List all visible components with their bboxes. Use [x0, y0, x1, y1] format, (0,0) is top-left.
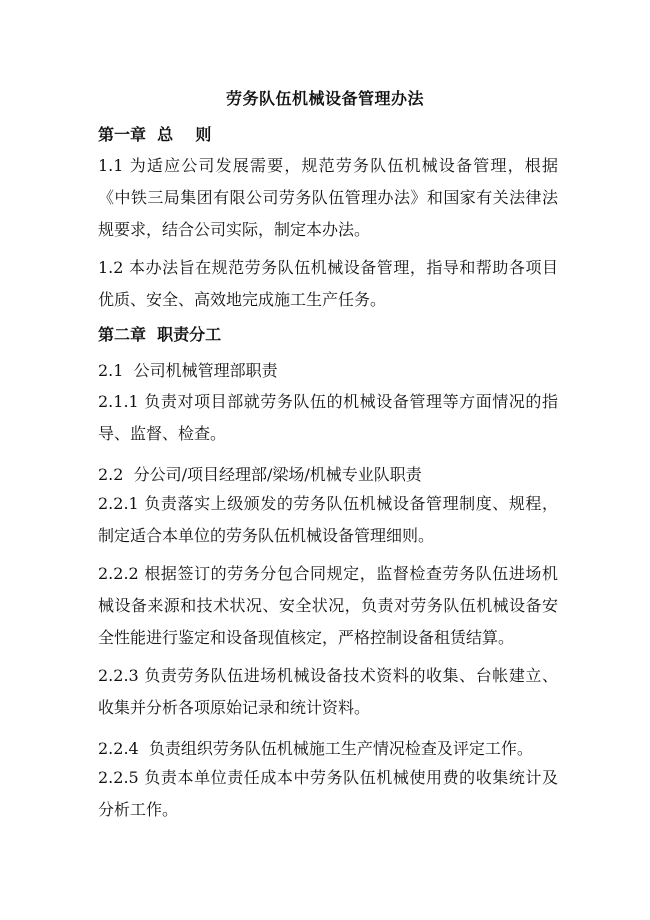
document-title: 劳务队伍机械设备管理办法	[225, 89, 424, 108]
paragraph-2-2-1: 2.2.1 负责落实上级颁发的劳务队伍机械设备管理制度、规程，制定适合本单位的劳务队伍机械设备管理细则。	[98, 494, 558, 545]
paragraph-2-2-2: 2.2.2 根据签订的劳务分包合同规定，监督检查劳务队伍进场机械设备来源和技术状况、安全状况，负责对劳务队伍机械设备安全性能进行鉴定和设备现值核定，严格控制设备租赁结算。	[98, 564, 558, 647]
paragraph-2-2-3: 2.2.3 负责劳务队伍进场机械设备技术资料的收集、台帐建立、收集并分析各项原始记录和统计资料。	[98, 666, 558, 717]
section-2-2: 2.2 分公司/项目经理部/梁场/机械专业队职责	[98, 465, 422, 484]
paragraph-2-2-4: 2.2.4 负责组织劳务队伍机械施工生产情况检查及评定工作。	[98, 739, 533, 758]
paragraph-2-2-5: 2.2.5 负责本单位责任成本中劳务队伍机械使用费的收集统计及分析工作。	[98, 768, 558, 819]
section-2-1: 2.1 公司机械管理部职责	[98, 361, 278, 380]
paragraph-1-2: 1.2 本办法旨在规范劳务队伍机械设备管理，指导和帮助各项目优质、安全、高效地完成施工生产任务。	[98, 258, 558, 309]
paragraph-1-1: 1.1 为适应公司发展需要，规范劳务队伍机械设备管理，根据《中铁三局集团有限公司劳务队伍管理办法》和国家有关法律法规要求，结合公司实际，制定本办法。	[98, 156, 558, 239]
chapter-1-heading: 第一章 总 则	[98, 125, 212, 144]
paragraph-2-1-1: 2.1.1 负责对项目部就劳务队伍的机械设备管理等方面情况的指导、监督、检查。	[98, 392, 558, 443]
chapter-2-heading: 第二章 职责分工	[98, 325, 222, 344]
